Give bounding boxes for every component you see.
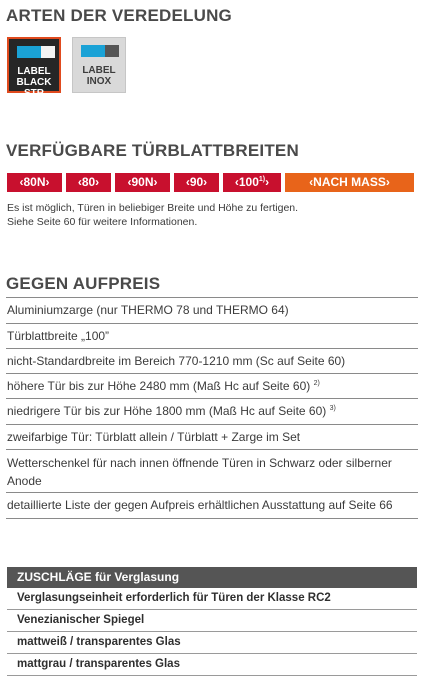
swatch-line2: INOX bbox=[86, 76, 112, 87]
swatch-line1: LABEL bbox=[17, 66, 51, 77]
note-line: Es ist möglich, Türen in beliebiger Breite und Höhe zu fertigen. bbox=[7, 202, 299, 214]
swatch-line2: BLACK STR bbox=[16, 77, 52, 99]
section-title-veredelung: ARTEN DER VEREDELUNG bbox=[6, 6, 232, 25]
list-item: niedrigere Tür bis zur Höhe 1800 mm (Maß Hc auf Seite 60) $^{3)}$ bbox=[6, 399, 418, 425]
swatch-line1: LABEL bbox=[82, 65, 116, 76]
info-note bbox=[7, 201, 298, 229]
badge-100: ‹100$^{1)}$› bbox=[223, 173, 281, 192]
note-line: Siehe Seite 60 für weitere Informationen. bbox=[7, 216, 198, 228]
color-bar bbox=[81, 45, 119, 57]
list-item: höhere Tür bis zur Höhe 2480 mm (Maß Hc auf Seite 60) $^{2)}$ bbox=[6, 374, 418, 399]
badge-90n: ‹90N› bbox=[115, 173, 170, 192]
swatch-label-inox bbox=[72, 37, 126, 93]
list-item: zweifarbige Tür: Türblatt allein / Türblatt + Zarge im Set bbox=[6, 425, 418, 450]
badge-90: ‹90› bbox=[174, 173, 219, 192]
aufpreis-list bbox=[6, 297, 418, 519]
table-row: mattweiß / transparentes Glas bbox=[7, 632, 417, 654]
table-row: mattgrau / transparentes Glas bbox=[7, 654, 417, 676]
badge-80: ‹80› bbox=[66, 173, 111, 192]
list-item: nicht-Standardbreite im Bereich 770-1210 mm (Sc auf Seite 60) bbox=[6, 349, 418, 374]
list-item: Türblattbreite „100” bbox=[6, 324, 418, 349]
swatch-label-black-str bbox=[7, 37, 61, 99]
badge-nach-mass: ‹NACH MASS› bbox=[285, 173, 414, 192]
table-header: ZUSCHLÄGE für Verglasung bbox=[7, 567, 417, 588]
section-title-aufpreis: GEGEN AUFPREIS bbox=[6, 274, 161, 293]
zuschlaege-table bbox=[7, 567, 417, 676]
list-item: Wetterschenkel für nach innen öffnende Türen in Schwarz oder silberner Anode bbox=[6, 450, 418, 493]
table-row: Venezianischer Spiegel bbox=[7, 610, 417, 632]
color-bar bbox=[17, 46, 55, 58]
table-row: Verglasungseinheit erforderlich für Türen der Klasse RC2 bbox=[7, 588, 417, 610]
section-title-breiten: VERFÜGBARE TÜRBLATTBREITEN bbox=[6, 141, 299, 160]
badge-80n: ‹80N› bbox=[7, 173, 62, 192]
list-item: detaillierte Liste der gegen Aufpreis erhältlichen Ausstattung auf Seite 66 bbox=[6, 493, 418, 519]
list-item: Aluminiumzarge (nur THERMO 78 und THERMO 64) bbox=[6, 298, 418, 324]
